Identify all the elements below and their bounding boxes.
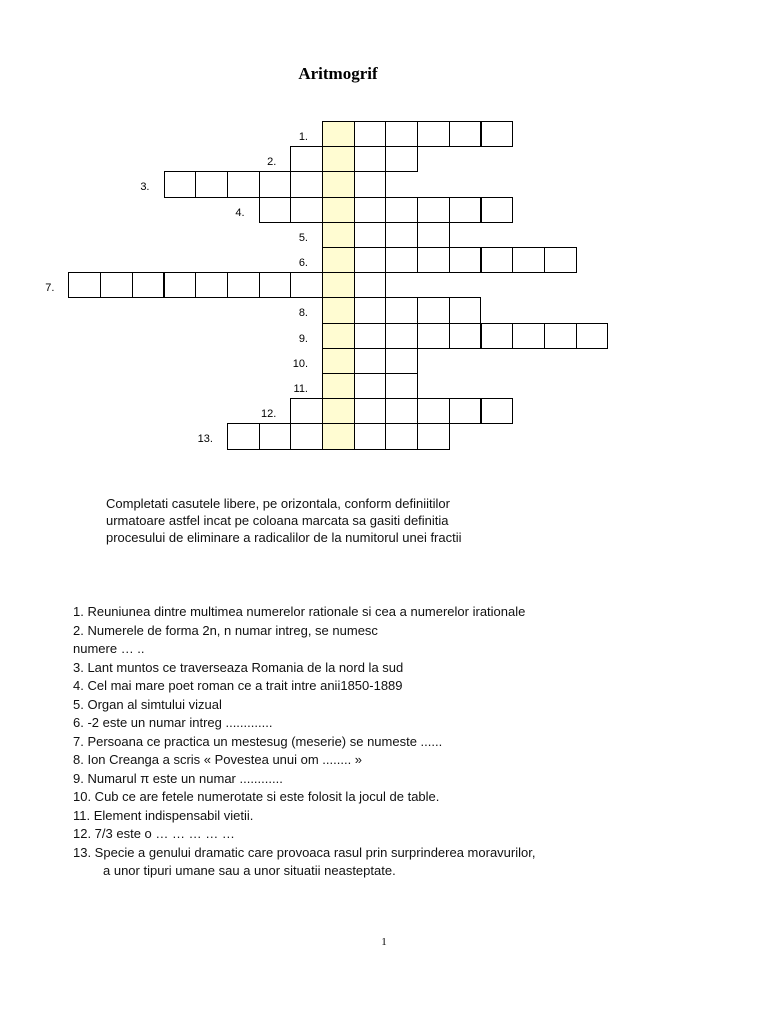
grid-cell[interactable] [290,146,323,172]
grid-cell[interactable] [290,398,323,424]
grid-cell[interactable] [100,272,133,298]
grid-cell[interactable] [164,171,197,197]
grid-cell[interactable] [290,171,323,197]
grid-cell[interactable] [227,171,260,197]
definition-item: 6. -2 este un numar intreg ............. [73,715,273,730]
grid-cell[interactable] [290,423,323,449]
grid-cell[interactable] [227,423,260,449]
grid-cell[interactable] [481,197,514,223]
grid-cell[interactable] [68,272,101,298]
grid-cell[interactable] [259,197,292,223]
grid-cell[interactable] [385,146,418,172]
grid-cell[interactable] [576,323,609,349]
grid-cell[interactable] [385,297,418,323]
grid-cell[interactable] [259,171,292,197]
grid-cell[interactable] [195,171,228,197]
grid-cell[interactable] [449,398,482,424]
definition-item: 2. Numerele de forma 2n, n numar intreg, se numesc [73,622,378,638]
instructions-line: Completati casutele libere, pe orizontala, conform definiitilor [106,496,450,511]
grid-cell[interactable] [354,348,387,374]
grid-cell[interactable] [417,247,450,273]
definition-item: 13. Specie a genului dramatic care provoaca rasul prin surprinderea moravurilor, [73,844,536,860]
grid-cell[interactable] [290,197,323,223]
row-number-label: 3. [140,181,150,194]
grid-cell[interactable] [385,323,418,349]
grid-cell[interactable] [354,121,387,147]
key-column-cell[interactable] [322,348,355,374]
grid-cell[interactable] [417,222,450,248]
page-number: 1 [381,936,387,948]
definition-item: 7. Persoana ce practica un mestesug (meserie) se numeste ...... [73,733,443,749]
definition-item: 11. Element indispensabil vietii. [73,807,254,823]
grid-cell[interactable] [417,121,450,147]
grid-cell[interactable] [354,398,387,424]
grid-cell[interactable] [354,323,387,349]
row-number-label: 4. [235,206,245,219]
crossword-grid [0,0,768,470]
instructions-line: urmatoare astfel incat pe coloana marcata sa gasiti definitia [106,513,449,528]
row-number-label: 12. [261,408,277,421]
definition-item: numere … .. [73,641,145,656]
definition-item: 10. Cub ce are fetele numerotate si este folosit la jocul de table. [73,789,440,804]
definition-item: 3. Lant muntos ce traverseaza Romania de la nord la sud [73,659,404,675]
row-number-label: 9. [298,332,308,345]
grid-cell[interactable] [227,272,260,298]
row-number-label: 13. [197,433,213,446]
definition-item: a unor tipuri umane sau a unor situatii neasteptate. [103,863,396,878]
definition-item: 8. Ion Creanga a scris « Povestea unui om ........ » [73,752,363,767]
key-column-cell[interactable] [322,222,355,248]
grid-cell[interactable] [385,197,418,223]
key-column-cell[interactable] [322,146,355,172]
instructions-line: procesului de eliminare a radicalilor de la numitorul unei fractii [106,530,462,545]
grid-cell[interactable] [354,272,387,298]
grid-cell[interactable] [385,222,418,248]
grid-cell[interactable] [354,146,387,172]
grid-cell[interactable] [449,247,482,273]
grid-cell[interactable] [449,197,482,223]
grid-cell[interactable] [544,323,577,349]
definition-item: 1. Reuniunea dintre multimea numerelor rationale si cea a numerelor irationale [73,604,526,619]
definition-item: 9. Numarul π este un numar ............ [73,770,283,786]
grid-cell[interactable] [132,272,165,298]
key-column-cell[interactable] [322,323,355,349]
grid-cell[interactable] [385,247,418,273]
key-column-cell[interactable] [322,297,355,323]
key-column-cell[interactable] [322,423,355,449]
grid-cell[interactable] [354,171,387,197]
row-number-label: 7. [45,282,55,295]
grid-cell[interactable] [385,348,418,374]
grid-cell[interactable] [544,247,577,273]
key-column-cell[interactable] [322,373,355,399]
definitions-list [73,603,673,881]
grid-cell[interactable] [512,323,545,349]
grid-cell[interactable] [385,398,418,424]
grid-cell[interactable] [417,423,450,449]
grid-cell[interactable] [481,121,514,147]
grid-cell[interactable] [417,398,450,424]
key-column-cell[interactable] [322,247,355,273]
row-number-label: 2. [267,156,277,169]
grid-cell[interactable] [417,197,450,223]
row-number-label: 11. [293,383,308,395]
grid-cell[interactable] [385,121,418,147]
grid-cell[interactable] [417,323,450,349]
row-number-label: 5. [298,231,308,244]
grid-cell[interactable] [512,247,545,273]
grid-cell[interactable] [385,373,418,399]
grid-cell[interactable] [481,398,514,424]
definition-item: 12. 7/3 este o … … … … … [73,826,235,841]
grid-cell[interactable] [481,247,514,273]
grid-cell[interactable] [164,272,197,298]
grid-cell[interactable] [449,121,482,147]
grid-cell[interactable] [259,272,292,298]
grid-cell[interactable] [354,197,387,223]
grid-cell[interactable] [417,297,450,323]
key-column-cell[interactable] [322,171,355,197]
grid-cell[interactable] [195,272,228,298]
grid-cell[interactable] [290,272,323,298]
grid-cell[interactable] [354,247,387,273]
grid-cell[interactable] [354,222,387,248]
grid-cell[interactable] [385,423,418,449]
grid-cell[interactable] [449,297,482,323]
grid-cell[interactable] [354,297,387,323]
instructions [106,495,536,546]
key-column-cell[interactable] [322,398,355,424]
grid-cell[interactable] [354,373,387,399]
row-number-label: 8. [298,307,308,320]
grid-cell[interactable] [481,323,514,349]
row-number-label: 10. [292,357,308,370]
row-number-label: 6. [298,257,308,269]
grid-cell[interactable] [449,323,482,349]
definition-item: 5. Organ al simtului vizual [73,696,222,712]
row-number-label: 1. [298,131,308,143]
key-column-cell[interactable] [322,197,355,223]
page-title: Aritmogrif [298,64,378,83]
grid-cell[interactable] [354,423,387,449]
key-column-cell[interactable] [322,272,355,298]
definition-item: 4. Cel mai mare poet roman ce a trait intre anii1850-1889 [73,678,403,693]
grid-cell[interactable] [259,423,292,449]
key-column-cell[interactable] [322,121,355,147]
